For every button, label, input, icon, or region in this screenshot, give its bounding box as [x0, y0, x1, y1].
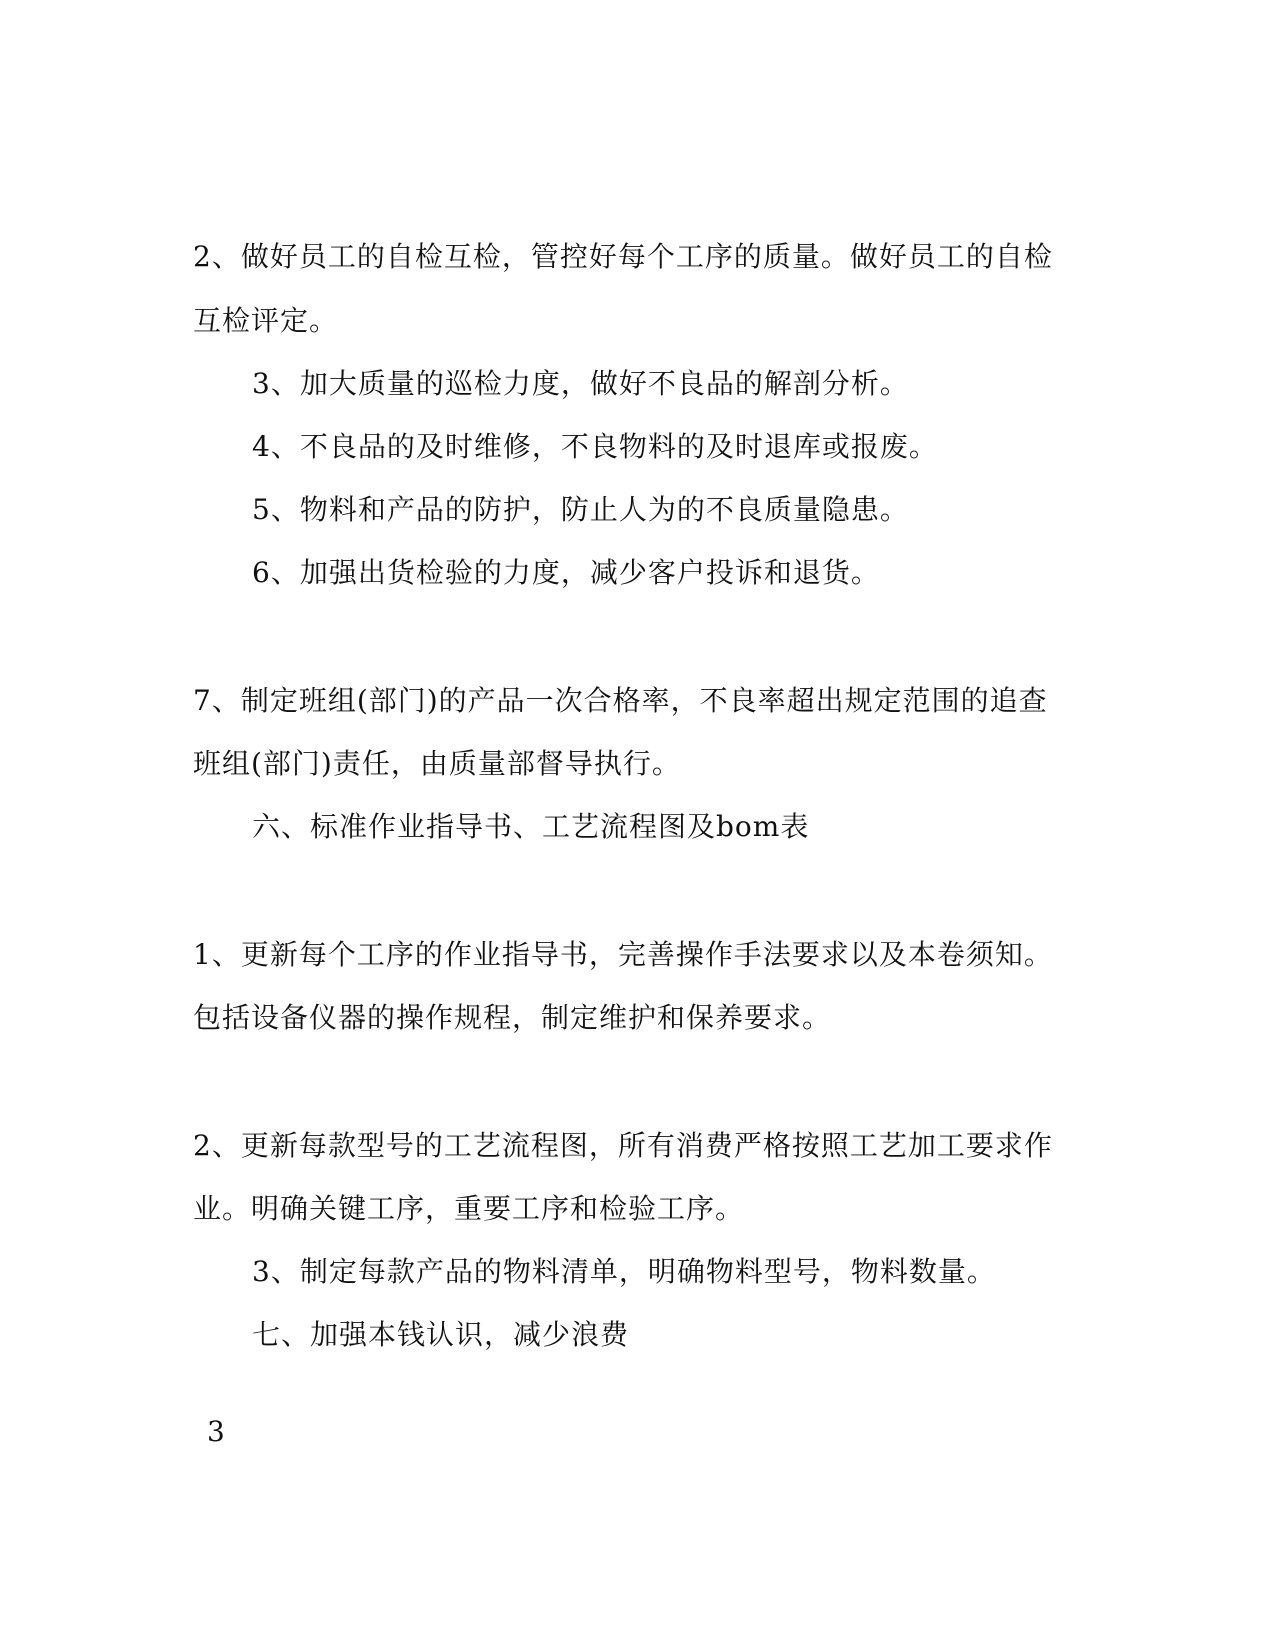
section-heading-seven: 七、加强本钱认识，减少浪费	[252, 1318, 630, 1351]
page-number: 3	[207, 1415, 225, 1448]
text-line-patrol-inspection: 3、加大质量的巡检力度，做好不良品的解剖分析。	[252, 367, 909, 400]
section-heading-six: 六、标准作业指导书、工艺流程图及bom表	[252, 810, 810, 843]
text-line-pass-rate-cont: 班组(部门)责任，由质量部督导执行。	[193, 747, 681, 780]
text-line-process-flow: 2、更新每款型号的工艺流程图，所有消费严格按照工艺加工要求作	[193, 1129, 1053, 1162]
text-line-pass-rate: 7、制定班组(部门)的产品一次合格率，不良率超出规定范围的追查	[193, 684, 1048, 717]
text-line-quality-self-check: 2、做好员工的自检互检，管控好每个工序的质量。做好员工的自检	[193, 240, 1053, 273]
text-line-bom: 3、制定每款产品的物料清单，明确物料型号，物料数量。	[252, 1255, 996, 1288]
text-line-quality-self-check-cont: 互检评定。	[193, 304, 339, 337]
text-line-material-protection: 5、物料和产品的防护，防止人为的不良质量隐患。	[252, 493, 909, 526]
text-line-update-instructions: 1、更新每个工序的作业指导书，完善操作手法要求以及本卷须知。	[193, 938, 1053, 971]
text-line-defect-repair: 4、不良品的及时维修，不良物料的及时退库或报废。	[252, 430, 938, 463]
text-line-shipment-inspection: 6、加强出货检验的力度，减少客户投诉和退货。	[252, 556, 880, 589]
text-line-update-instructions-cont: 包括设备仪器的操作规程，制定维护和保养要求。	[193, 1001, 832, 1034]
text-line-process-flow-cont: 业。明确关键工序，重要工序和检验工序。	[193, 1192, 745, 1225]
